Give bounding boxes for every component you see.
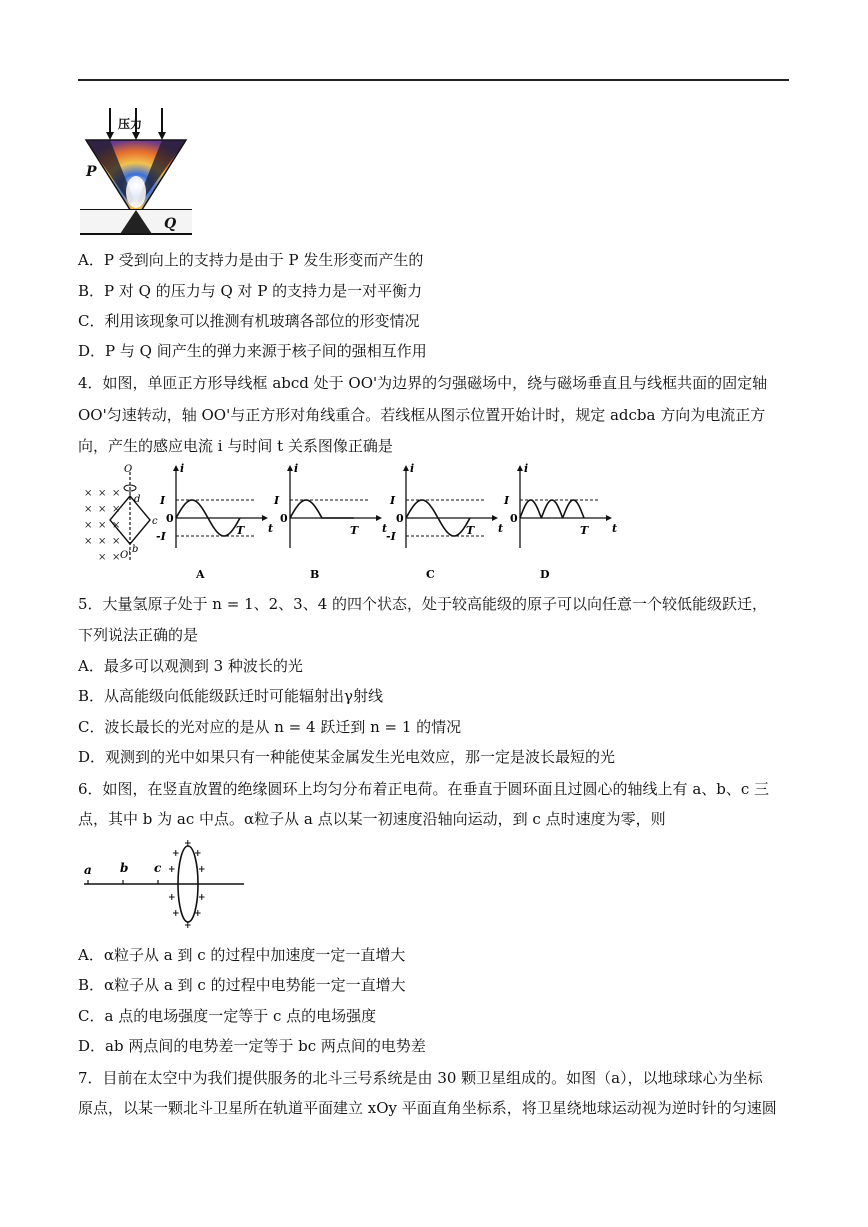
frame-d-label: d bbox=[134, 494, 141, 505]
graph-option-label: D bbox=[540, 568, 550, 581]
svg-text:×: × bbox=[112, 552, 121, 563]
frame-b-label: b bbox=[132, 544, 139, 555]
svg-text:×: × bbox=[84, 520, 93, 531]
q3-option-d: D．P 与 Q 间产生的弹力来源于核子间的强相互作用 bbox=[78, 342, 427, 360]
q3-option-c: C．利用该现象可以推测有机玻璃各部位的形变情况 bbox=[78, 312, 420, 330]
svg-text:×: × bbox=[84, 488, 93, 499]
graph-option-label: C bbox=[426, 568, 435, 581]
q4-stem-line-3: 向，产生的感应电流 i 与时间 t 关系图像正确是 bbox=[78, 437, 393, 455]
svg-text:+: + bbox=[198, 865, 206, 875]
q5-stem-line-2: 下列说法正确的是 bbox=[78, 626, 199, 644]
q3-option-b: B．P 对 Q 的压力与 Q 对 P 的支持力是一对平衡力 bbox=[78, 282, 423, 300]
q7-stem-line-1: 7．目前在太空中为我们提供服务的北斗三号系统是由 30 颗卫星组成的。如图（a），以地球球心为坐标 bbox=[78, 1069, 763, 1087]
graph-t-label: t bbox=[612, 522, 618, 535]
graph-im-label: I bbox=[160, 494, 166, 507]
graph-option-a bbox=[156, 462, 273, 581]
graph-period-label: T bbox=[580, 524, 589, 537]
graph-i-label: i bbox=[524, 462, 529, 475]
magnetic-field-frame bbox=[84, 464, 158, 563]
q5-stem-line-1: 5．大量氢原子处于 n = 1、2、3、4 的四个状态，处于较高能级的原子可以向任意一个较低能级跃迁， bbox=[78, 595, 768, 613]
graph-option-d bbox=[503, 462, 617, 581]
graph-im-label: I bbox=[274, 494, 280, 507]
graph-zero-label: 0 bbox=[166, 512, 174, 525]
svg-text:×: × bbox=[98, 552, 107, 563]
svg-text:+: + bbox=[168, 865, 176, 875]
graph-arrow bbox=[492, 515, 498, 521]
graph-option-label: A bbox=[196, 568, 205, 581]
graph-arrow bbox=[606, 515, 612, 521]
q4-figure bbox=[80, 462, 640, 586]
svg-text:×: × bbox=[84, 536, 93, 547]
graph-im-label: I bbox=[504, 494, 510, 507]
svg-text:×: × bbox=[112, 488, 121, 499]
graph-i-label: i bbox=[180, 462, 185, 475]
svg-text:×: × bbox=[84, 504, 93, 515]
q5-option-a: A．最多可以观测到 3 种波长的光 bbox=[78, 657, 303, 675]
graph-curve bbox=[290, 500, 354, 518]
q5-option-d: D．观测到的光中如果只有一种能使某金属发生光电效应，那一定是波长最短的光 bbox=[78, 748, 616, 766]
graph-arrow bbox=[173, 465, 179, 471]
frame-o-label: O bbox=[124, 464, 133, 475]
svg-text:+: + bbox=[172, 849, 180, 859]
graph-im-label: I bbox=[390, 494, 396, 507]
svg-text:+: + bbox=[198, 893, 206, 903]
graph-zero-label: 0 bbox=[510, 512, 518, 525]
svg-text:+: + bbox=[194, 849, 202, 859]
point-c-label: c bbox=[154, 861, 162, 875]
svg-text:×: × bbox=[98, 488, 107, 499]
q6-stem-line-1: 6．如图，在竖直放置的绝缘圆环上均匀分布着正电荷。在垂直于圆环面且过圆心的轴线上有 a、b、c 三 bbox=[78, 780, 770, 798]
p-label: P bbox=[86, 164, 97, 180]
graph-period-label: T bbox=[350, 524, 359, 537]
graph-arrow bbox=[287, 465, 293, 471]
graph-arrow bbox=[517, 465, 523, 471]
q7-stem-line-2: 原点，以某一颗北斗卫星所在轨道平面建立 xOy 平面直角坐标系，将卫星绕地球运动视为逆时针的匀速圆 bbox=[78, 1099, 777, 1117]
graph-i-label: i bbox=[410, 462, 415, 475]
header-rule bbox=[78, 79, 789, 81]
charged-ring-figure bbox=[80, 838, 250, 928]
graph-curve bbox=[520, 500, 584, 518]
frame-o-prime-label: O' bbox=[120, 550, 131, 561]
graph-option-label: B bbox=[310, 568, 320, 581]
svg-text:+: + bbox=[168, 893, 176, 903]
graph-t-label: t bbox=[382, 522, 388, 535]
svg-text:×: × bbox=[98, 536, 107, 547]
svg-text:×: × bbox=[112, 536, 121, 547]
point-a-label: a bbox=[84, 863, 92, 877]
q6-option-a: A．α粒子从 a 到 c 的过程中加速度一定一直增大 bbox=[78, 946, 406, 964]
svg-text:×: × bbox=[98, 520, 107, 531]
graph-zero-label: 0 bbox=[280, 512, 288, 525]
graph-t-label: t bbox=[268, 522, 274, 535]
q6-option-d: D．ab 两点间的电势差一定等于 bc 两点间的电势差 bbox=[78, 1037, 426, 1055]
svg-text:+: + bbox=[184, 921, 192, 928]
q5-option-c: C．波长最长的光对应的是从 n = 4 跃迁到 n = 1 的情况 bbox=[78, 718, 462, 736]
point-b-label: b bbox=[120, 861, 129, 875]
graph-neg-im-label: -I bbox=[386, 530, 396, 543]
q4-stem-line-2: OO'匀速转动，轴 OO'与正方形对角线重合。若线框从图示位置开始计时，规定 adcba 方向为电流正方 bbox=[78, 406, 766, 424]
graph-arrow bbox=[262, 515, 268, 521]
graph-period-label: T bbox=[236, 524, 245, 537]
press-label: 压力 bbox=[118, 117, 143, 131]
svg-text:×: × bbox=[112, 520, 121, 531]
graph-neg-im-label: -I bbox=[156, 530, 166, 543]
svg-text:+: + bbox=[184, 839, 192, 849]
q6-option-b: B．α粒子从 a 到 c 的过程中电势能一定一直增大 bbox=[78, 976, 406, 994]
frame-c-label: c bbox=[152, 516, 158, 527]
graph-period-label: T bbox=[466, 524, 475, 537]
graph-arrow bbox=[376, 515, 382, 521]
graph-option-b bbox=[273, 462, 387, 581]
svg-text:+: + bbox=[194, 909, 202, 919]
graph-t-label: t bbox=[498, 522, 504, 535]
graph-arrow bbox=[403, 465, 409, 471]
graph-option-c bbox=[386, 462, 503, 581]
q3-option-a: A．P 受到向上的支持力是由于 P 发生形变而产生的 bbox=[78, 251, 424, 269]
graph-zero-label: 0 bbox=[396, 512, 404, 525]
q6-stem-line-2: 点，其中 b 为 ac 中点。α粒子从 a 点以某一初速度沿轴向运动，到 c 点时速度为零，则 bbox=[78, 810, 666, 828]
graph-i-label: i bbox=[294, 462, 299, 475]
q-label: Q bbox=[164, 216, 177, 232]
svg-text:+: + bbox=[172, 909, 180, 919]
q5-option-b: B．从高能级向低能级跃迁时可能辐射出γ射线 bbox=[78, 687, 383, 705]
q4-stem-line-1: 4．如图，单匝正方形导线框 abcd 处于 OO'为边界的匀强磁场中，绕与磁场垂直且与线框共面的固定轴 bbox=[78, 374, 768, 392]
q6-option-c: C．a 点的电场强度一定等于 c 点的电场强度 bbox=[78, 1007, 377, 1025]
svg-text:×: × bbox=[112, 504, 121, 515]
svg-text:×: × bbox=[98, 504, 107, 515]
photoelastic-figure bbox=[80, 104, 192, 238]
